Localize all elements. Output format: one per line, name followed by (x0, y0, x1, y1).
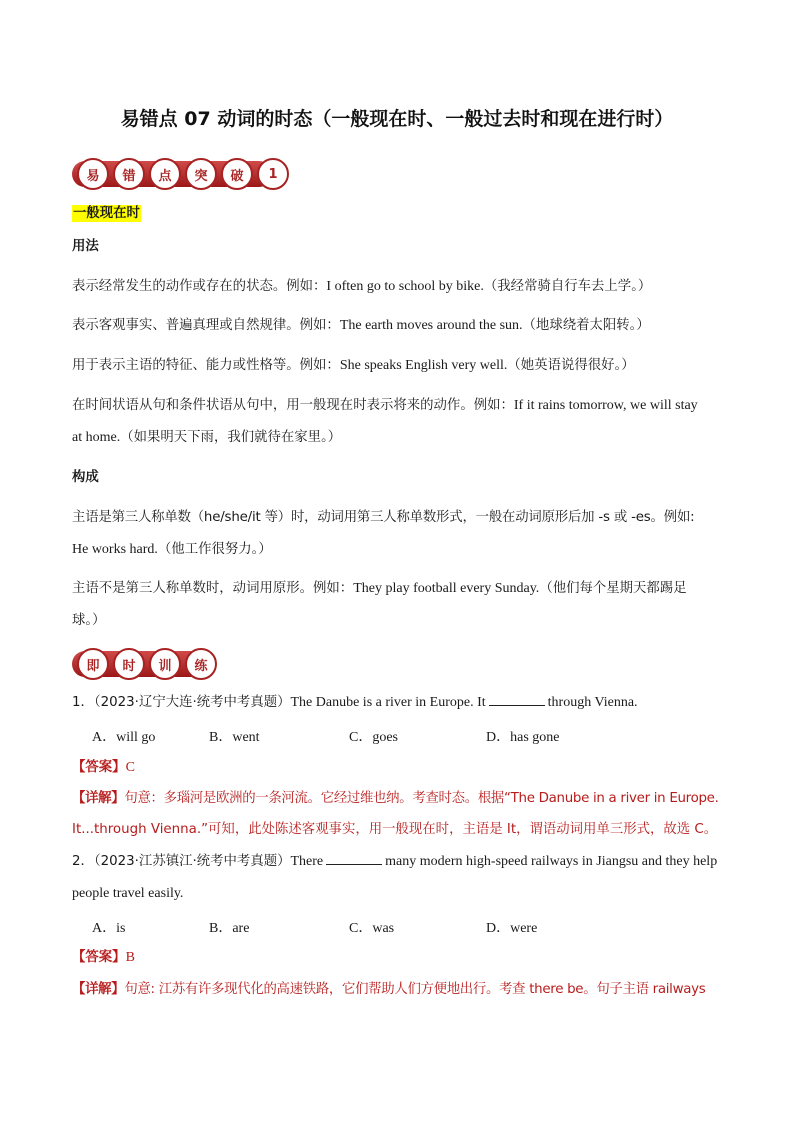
question-stem: 1．（2023·辽宁大连·统考中考真题）The Danube is a river in Europe. It through Vienna. (72, 695, 638, 710)
usage-item: 在时间状语从句和条件状语从句中，用一般现在时表示将来的动作。例如：If it rains tomorrow, we will stay (72, 398, 698, 413)
form-item-line2: He works hard.（他工作很努力。） (72, 542, 272, 557)
option: B．went (209, 730, 260, 745)
banner-char: 错 (113, 158, 145, 190)
banner-char: 时 (113, 648, 145, 680)
banner-char: 点 (149, 158, 181, 190)
banner-char: 易 (77, 158, 109, 190)
option: B．are (209, 921, 250, 936)
detail-line-2: It...through Vienna.”可知，此处陈述客观事实，用一般现在时，主语是 It，谓语动词用单三形式，故选 C。 (72, 822, 718, 837)
option: D．has gone (486, 730, 560, 745)
banner-char: 1 (257, 158, 289, 190)
form-item-line2: 球。） (72, 613, 106, 628)
form-item: 主语不是第三人称单数时，动词用原形。例如：They play football every Sunday.（他们每个星期天都踢足 (72, 581, 687, 596)
option: A．will go (92, 730, 156, 745)
answer-line: 【答案】C (72, 760, 135, 775)
usage-heading: 用法 (72, 239, 99, 254)
answer-blank (326, 852, 382, 865)
answer-blank (489, 693, 545, 706)
option: C．goes (349, 730, 398, 745)
banner-practice (72, 646, 221, 682)
option: D．were (486, 921, 538, 936)
banner-error-breakthrough (72, 156, 293, 192)
usage-item: 表示经常发生的动作或存在的状态。例如：I often go to school by bike.（我经常骑自行车去上学。） (72, 279, 652, 294)
banner-char: 即 (77, 648, 109, 680)
usage-item-line2: at home.（如果明天下雨，我们就待在家里。） (72, 430, 342, 445)
form-heading: 构成 (72, 470, 99, 485)
option: A．is (92, 921, 126, 936)
page-title: 易错点 07 动词的时态（一般现在时、一般过去时和现在进行时） (120, 108, 674, 130)
banner-char: 突 (185, 158, 217, 190)
detail-line: 【详解】句意：多瑙河是欧洲的一条河流。它经过维也纳。考查时态。根据“The Danube in a river in Europe. (72, 791, 719, 806)
detail-line: 【详解】句意: 江苏有许多现代化的高速铁路，它们帮助人们方便地出行。考查 there be。句子主语 railways (72, 982, 706, 997)
form-item: 主语是第三人称单数（he/she/it 等）时，动词用第三人称单数形式，一般在动词原形后加 -s 或 -es。例如: (72, 510, 695, 525)
answer-line: 【答案】B (72, 950, 135, 965)
option: C．was (349, 921, 395, 936)
usage-item: 用于表示主语的特征、能力或性格等。例如：She speaks English very well.（她英语说得很好。） (72, 358, 635, 373)
banner-char: 破 (221, 158, 253, 190)
banner-char: 练 (185, 648, 217, 680)
usage-item: 表示客观事实、普遍真理或自然规律。例如：The earth moves around the sun.（地球绕着太阳转。） (72, 318, 650, 333)
banner-char: 训 (149, 648, 181, 680)
section-label: 一般现在时 (73, 206, 140, 221)
question-stem: 2．（2023·江苏镇江·统考中考真题）There many modern high-speed railways in Jiangsu and they help (72, 854, 718, 869)
question-stem-line2: people travel easily. (72, 886, 184, 901)
